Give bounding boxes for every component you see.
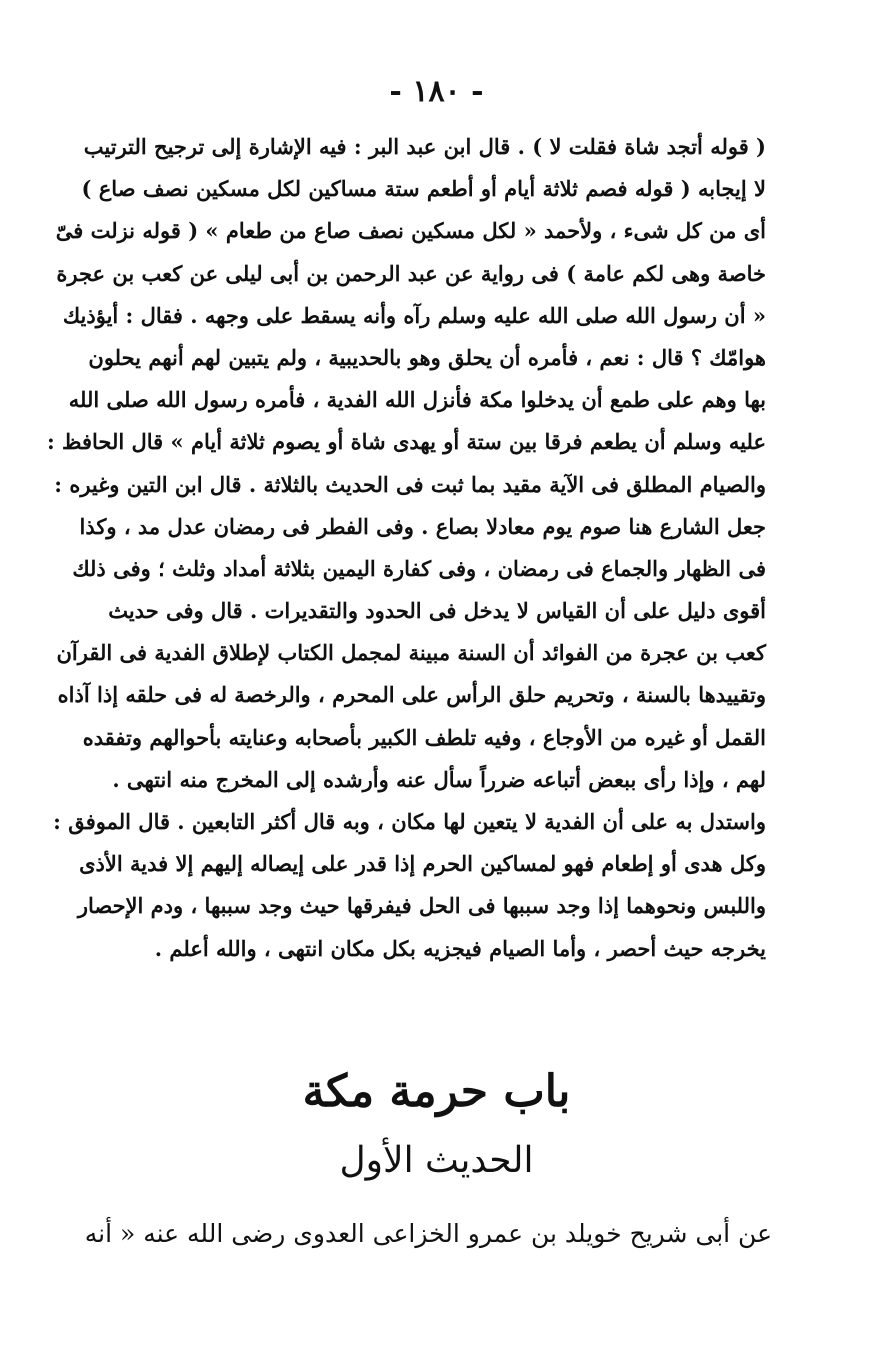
- commentary-text: [46, 126, 766, 970]
- text-line: خاصة وهى لكم عامة ) فى رواية عن عبد الرحمن بن أبى ليلى عن كعب بن عجرة: [56, 260, 766, 286]
- text-line: واستدل به على أن الفدية لا يتعين لها مكان ، وبه قال أكثر التابعين . قال الموفق :: [53, 809, 766, 834]
- text-line: أى من كل شىء ، ولأحمد « لكل مسكين نصف صاع من طعام » ( قوله نزلت فىّ: [55, 218, 766, 244]
- text-line: كعب بن عجرة من الفوائد أن السنة مبينة لمجمل الكتاب لإطلاق الفدية فى القرآن: [56, 640, 766, 666]
- text-line: لا إيجابه ( قوله فصم ثلاثة أيام أو أطعم ستة مساكين لكل مسكين نصف صاع ): [81, 176, 766, 202]
- hadith-first-line: عن أبى شريح خويلد بن عمرو الخزاعى العدوى رضى الله عنه « أنه: [84, 1219, 772, 1248]
- text-line: ( قوله أتجد شاة فقلت لا ) . قال ابن عبد البر : فيه الإشارة إلى ترجيح الترتيب: [83, 134, 766, 159]
- text-line: بها وهم على طمع أن يدخلوا مكة فأنزل الله الفدية ، فأمره رسول الله صلى الله: [68, 387, 766, 413]
- text-line: القمل أو غيره من الأوجاع ، وفيه تلطف الكبير بأصحابه وعنايته بأحوالهم وتفقده: [82, 724, 766, 750]
- text-line: واللبس ونحوهما إذا وجد سببها فى الحل فيفرقها حيث وجد سببها ، ودم الإحصار: [77, 893, 766, 919]
- text-line: هوامّك ؟ قال : نعم ، فأمره أن يحلق وهو بالحديبية ، ولم يتبين لهم أنهم يحلون: [88, 344, 766, 370]
- text-line: لهم ، وإذا رأى ببعض أتباعه ضرراً سأل عنه وأرشده إلى المخرج منه انتهى .: [112, 766, 766, 792]
- text-line: وتقييدها بالسنة ، وتحريم حلق الرأس على المحرم ، والرخصة له فى حلقه إذا آذاه: [57, 682, 766, 708]
- hadith-heading: الحديث الأول: [339, 1140, 534, 1181]
- text-line: « أن رسول الله صلى الله عليه وسلم رآه وأنه يسقط على وجهه . فقال : أيؤذيك: [62, 302, 766, 328]
- text-line: والصيام المطلق فى الآية مقيد بما ثبت فى الحديث بالثلاثة . قال ابن التين وغيره :: [54, 471, 766, 497]
- chapter-title: باب حرمة مكة: [302, 1066, 571, 1117]
- text-line: فى الظهار والجماع فى رمضان ، وفى كفارة اليمين بثلاثة أمداد وثلث ؛ وفى ذلك: [72, 555, 766, 581]
- text-line: جعل الشارع هنا صوم يوم معادلا بصاع . وفى الفطر فى رمضان عدل مد ، وكذا: [79, 513, 766, 539]
- text-line: أقوى دليل على أن القياس لا يدخل فى الحدود والتقديرات . قال وفى حديث: [108, 598, 766, 624]
- text-line: عليه وسلم أن يطعم فرقا بين ستة أو يهدى شاة أو يصوم ثلاثة أيام » قال الحافظ :: [46, 429, 766, 455]
- text-line: يخرجه حيث أحصر ، وأما الصيام فيجزيه بكل مكان انتهى ، والله أعلم .: [154, 935, 766, 961]
- text-line: وكل هدى أو إطعام فهو لمساكين الحرم إذا قدر على إيصاله إليهم إلا فدية الأذى: [79, 851, 766, 877]
- page-number: - ١٨٠ -: [389, 74, 484, 109]
